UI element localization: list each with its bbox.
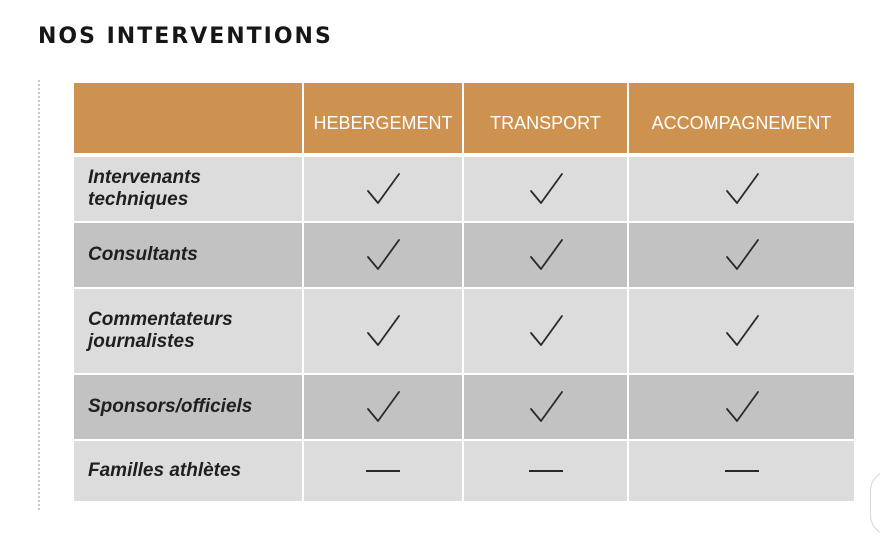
- row-label-line: Commentateurs: [88, 309, 233, 330]
- row-label-line: Consultants: [88, 244, 198, 265]
- checkmark-icon: [528, 313, 564, 349]
- row-label: [74, 441, 304, 503]
- checkmark-icon: [528, 171, 564, 207]
- mark-cell: [464, 157, 629, 223]
- checkmark-icon: [724, 313, 760, 349]
- dotted-divider: [38, 80, 40, 510]
- mark-cell: [464, 441, 629, 503]
- mark-cell: [304, 157, 464, 223]
- row-label: [74, 157, 304, 223]
- checkmark-icon: [365, 389, 401, 425]
- checkmark-icon: [365, 313, 401, 349]
- row-label-line: journalistes: [88, 331, 195, 352]
- column-header-hebergement: HEBERGEMENT: [304, 83, 464, 155]
- column-header-accompagnement: ACCOMPAGNEMENT: [629, 83, 854, 155]
- mark-cell: [464, 223, 629, 289]
- dash-icon: [529, 470, 563, 472]
- table-header-row: [74, 83, 854, 155]
- row-label-line: techniques: [88, 189, 189, 210]
- mark-cell: [629, 223, 854, 289]
- dash-icon: [725, 470, 759, 472]
- interventions-table: [74, 83, 854, 503]
- checkmark-icon: [724, 171, 760, 207]
- header-empty-cell: [74, 83, 304, 155]
- mark-cell: [304, 375, 464, 441]
- row-label: [74, 223, 304, 289]
- table-row: [74, 289, 854, 375]
- checkmark-icon: [365, 171, 401, 207]
- row-label-line: Sponsors/officiels: [88, 396, 253, 417]
- table-row: [74, 223, 854, 289]
- mark-cell: [304, 289, 464, 375]
- page-title: NOS INTERVENTIONS: [38, 24, 333, 49]
- table-row: [74, 375, 854, 441]
- mark-cell: [304, 223, 464, 289]
- row-label: [74, 289, 304, 375]
- mark-cell: [629, 441, 854, 503]
- row-label-line: Intervenants: [88, 167, 201, 188]
- mark-cell: [629, 289, 854, 375]
- dash-icon: [366, 470, 400, 472]
- table-row: [74, 441, 854, 503]
- mark-cell: [304, 441, 464, 503]
- checkmark-icon: [724, 237, 760, 273]
- checkmark-icon: [528, 389, 564, 425]
- row-label-line: Familles athlètes: [88, 460, 242, 481]
- row-label: [74, 375, 304, 441]
- mark-cell: [629, 375, 854, 441]
- mark-cell: [629, 157, 854, 223]
- mark-cell: [464, 375, 629, 441]
- checkmark-icon: [724, 389, 760, 425]
- checkmark-icon: [528, 237, 564, 273]
- mark-cell: [464, 289, 629, 375]
- table-row: [74, 157, 854, 223]
- checkmark-icon: [365, 237, 401, 273]
- scroll-circle-button[interactable]: [870, 470, 880, 536]
- column-header-transport: TRANSPORT: [464, 83, 629, 155]
